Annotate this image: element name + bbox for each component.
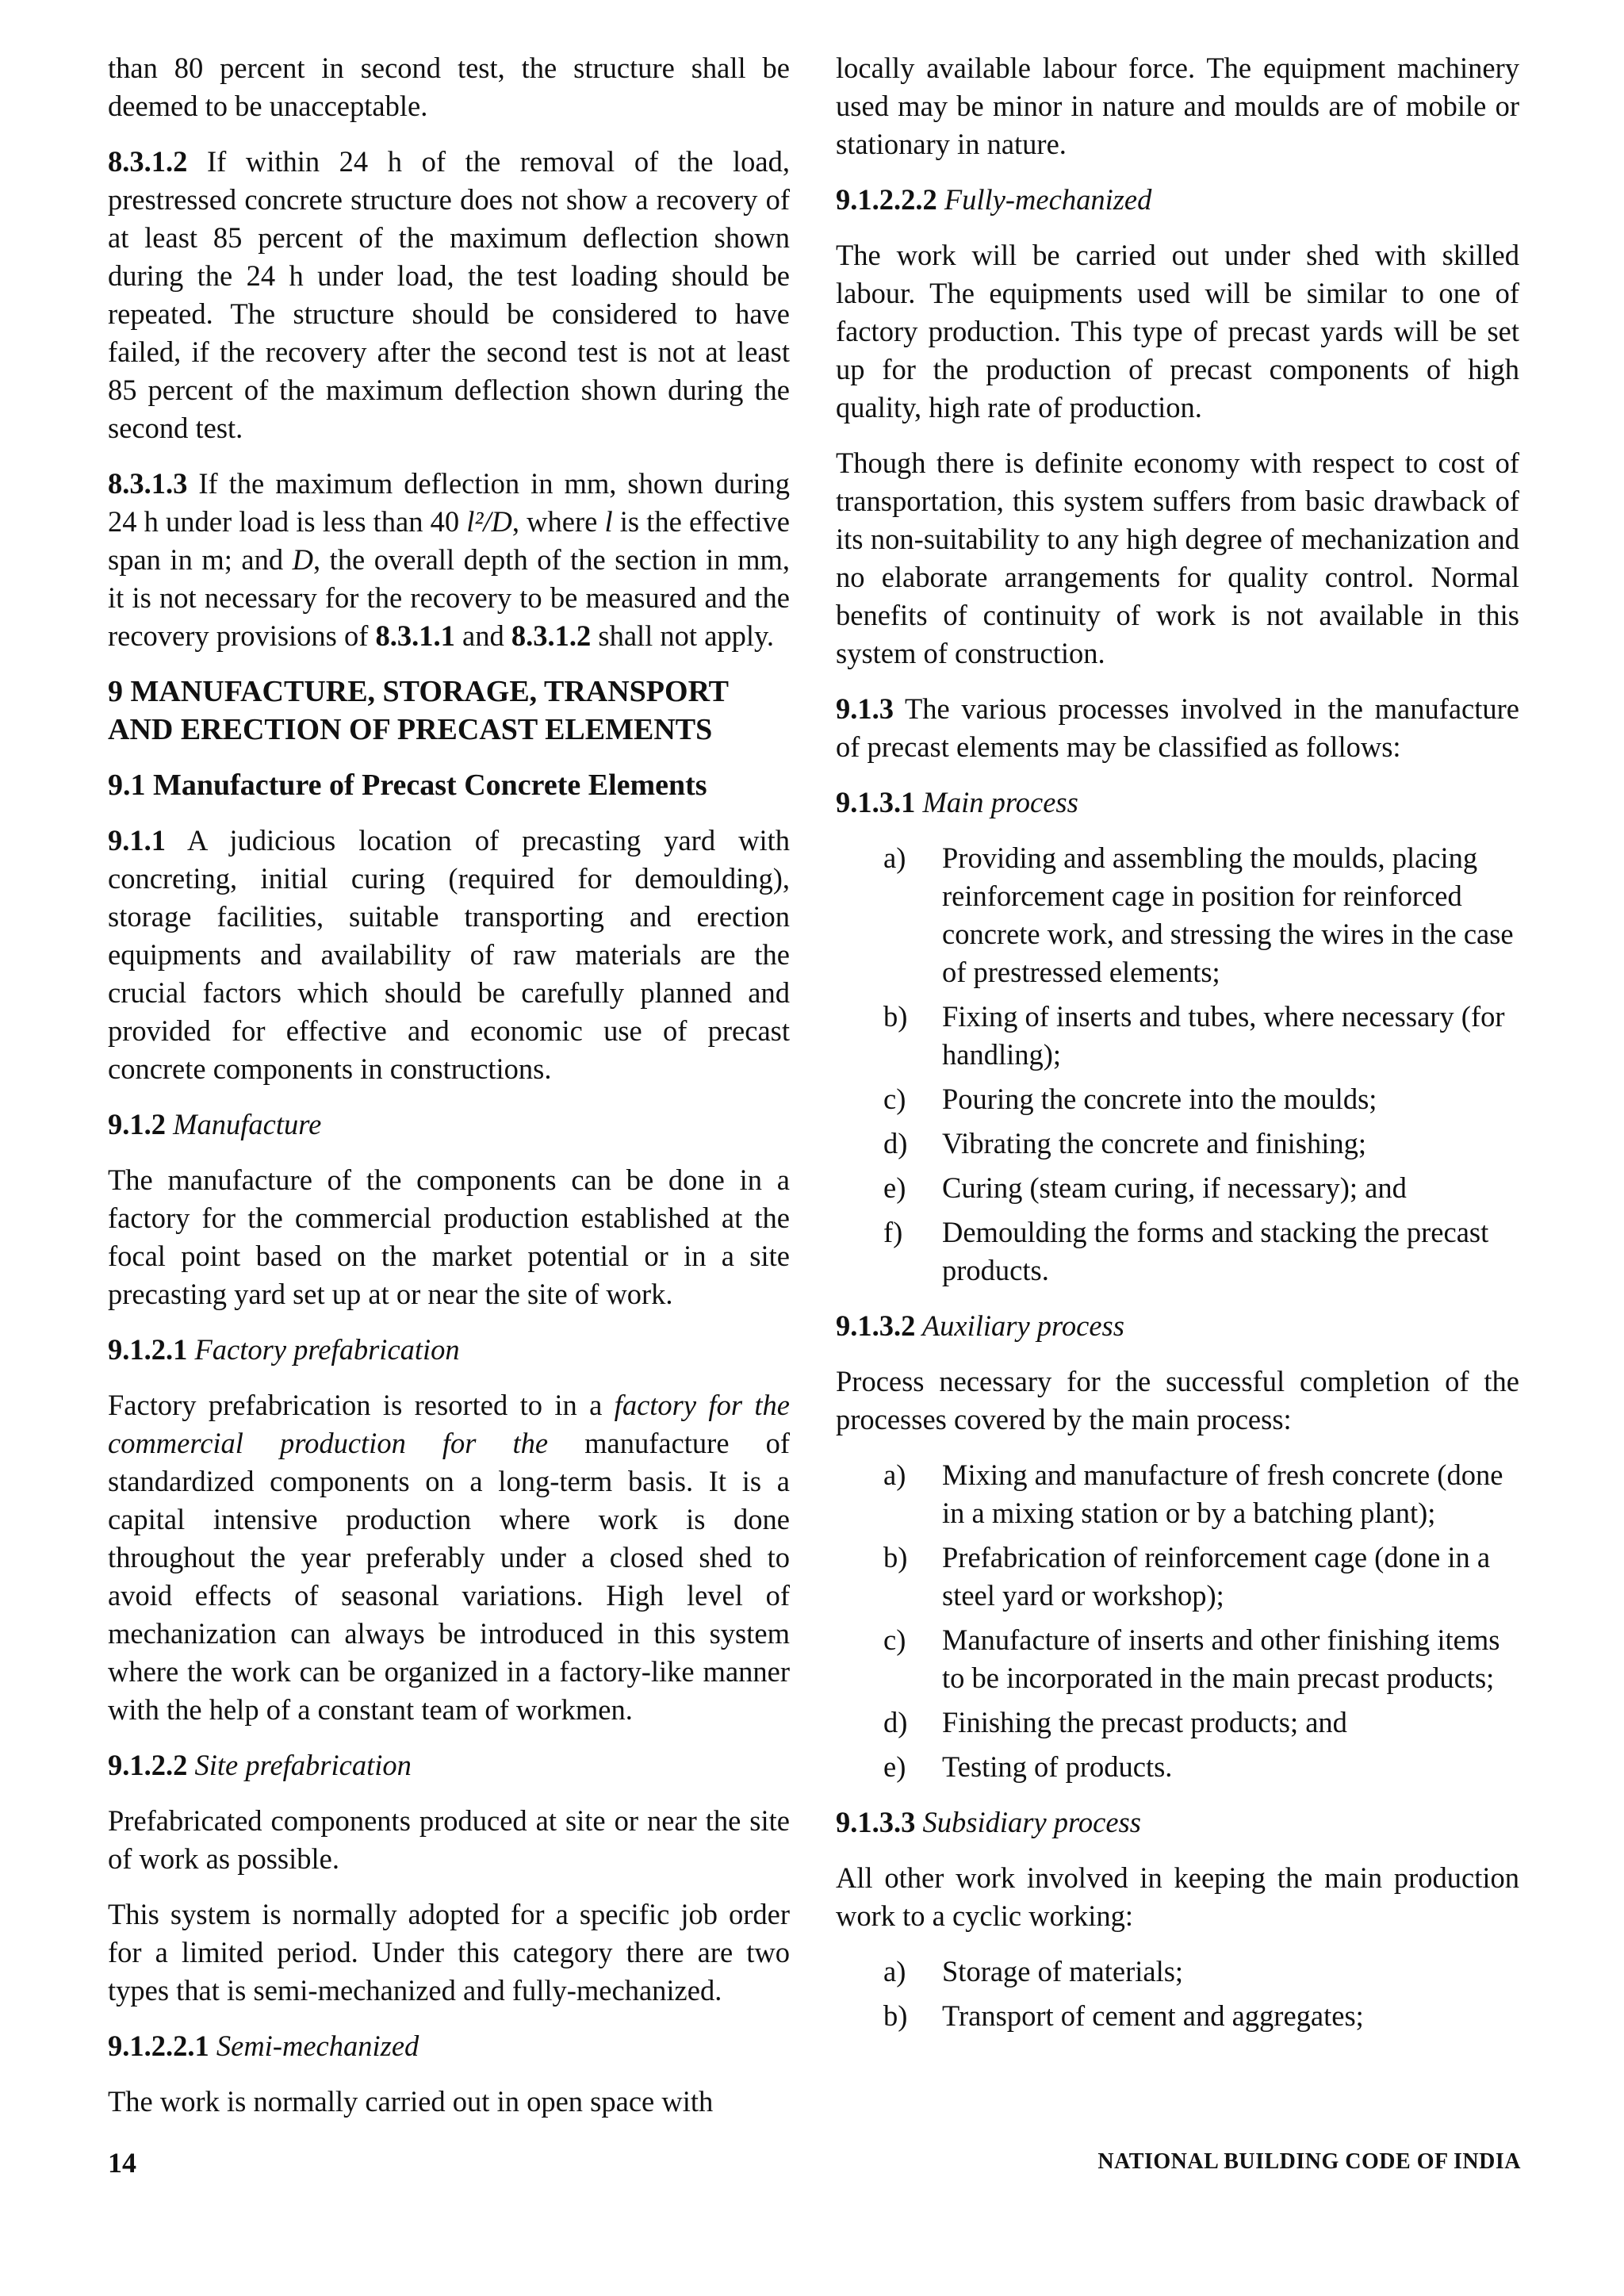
clause-number: 9.1.3	[836, 692, 894, 725]
paragraph-manufacture: The manufacture of the components can be done in a factory for the commercial production established at the focal point based on the market potential or in a site precasting yard set up at or near the site of work.	[108, 1163, 790, 1310]
list-item-text: Pouring the concrete into the moulds;	[942, 1083, 1377, 1115]
list-marker: a)	[883, 841, 906, 874]
clause-reference: 8.3.1.1	[375, 619, 455, 652]
clause-reference: 8.3.1.2	[511, 619, 592, 652]
emphasis-text: factory for the commercial production for the	[108, 1389, 790, 1459]
subheading-label: Manufacture	[166, 1108, 322, 1140]
subheading-label: Auxiliary process	[915, 1309, 1124, 1342]
list-item-text: Mixing and manufacture of fresh concrete (done in a mixing station or by a batching plant);	[942, 1458, 1503, 1529]
clause-number: 8.3.1.2	[108, 145, 188, 178]
list-item	[836, 1997, 1519, 2035]
list-item-text: Providing and assembling the moulds, placing reinforcement cage in position for reinforced concrete work, and stressing the wires in the case of prestressed elements;	[942, 841, 1514, 988]
list-item-text: Testing of products.	[942, 1750, 1173, 1783]
list-marker: a)	[883, 1458, 906, 1491]
list-marker: b)	[883, 1000, 908, 1033]
symbol-D: D	[292, 543, 313, 576]
list-marker: e)	[883, 1171, 906, 1204]
clause-number: 9.1.2.2	[108, 1749, 188, 1781]
list-marker: d)	[883, 1127, 908, 1159]
paragraph-auxiliary: Process necessary for the successful completion of the processes covered by the main process:	[836, 1365, 1519, 1435]
paragraph-continuation: locally available labour force. The equipment machinery used may be minor in nature and moulds are of mobile or stationary in nature.	[836, 52, 1519, 160]
formula: l²/D	[466, 505, 512, 538]
subheading-9-1-2	[108, 1106, 790, 1144]
clause-number: 9.1.3.3	[836, 1806, 916, 1838]
paragraph-text: manufacture of standardized components on a long-term basis. It is a capital intensive production where work is done throughout the year preferably under a closed shed to avoid effects of seasonal variations. High level of mechanization can always be introduced in this system where the work can be organized in a factory-like manner with the help of a constant team of workmen.	[108, 1427, 790, 1726]
clause-9-1-3	[836, 690, 1519, 766]
list-marker: d)	[883, 1706, 908, 1738]
list-item	[836, 839, 1519, 991]
list-item	[836, 1539, 1519, 1615]
clause-text: A judicious location of precasting yard with concreting, initial curing (required for demoulding), storage facilities, suitable transporting and erection equipments and availability of raw materials are the crucial factors which should be carefully planned and provided for effective and economic use of precast concrete components in constructions.	[108, 824, 790, 1085]
list-item	[836, 1953, 1519, 1991]
subheading-9-1-2-2-1	[108, 2027, 790, 2065]
paragraph-fully-mechanized: The work will be carried out under shed with skilled labour. The equipments used will be similar to one of factory production. This type of precast yards will be set up for the production of precast components of high quality, high rate of production.	[836, 239, 1519, 424]
clause-text: , where	[511, 505, 605, 538]
left-column	[108, 49, 790, 2138]
paragraph-subsidiary: All other work involved in keeping the main production work to a cyclic working:	[836, 1861, 1519, 1932]
right-column	[836, 49, 1519, 2053]
running-footer-title: NATIONAL BUILDING CODE OF INDIA	[1097, 2149, 1521, 2174]
list-item	[836, 1169, 1519, 1207]
clause-number: 8.3.1.3	[108, 467, 188, 500]
list-item-text: Storage of materials;	[942, 1955, 1184, 1987]
paragraph-economy: Though there is definite economy with respect to cost of transportation, this system suffers from basic drawback of its non-suitability to any high degree of mechanization and no elaborate arrangements for quality control. Normal benefits of continuity of work is not available in this system of construction.	[836, 447, 1519, 669]
clause-number: 9.1.3.1	[836, 786, 916, 818]
clause-text: and	[454, 619, 511, 652]
paragraph-text: Factory prefabrication is resorted to in a	[108, 1389, 615, 1421]
auxiliary-process-list	[836, 1456, 1519, 1786]
paragraph-continuation: than 80 percent in second test, the structure shall be deemed to be unacceptable.	[108, 52, 790, 122]
subheading-9-1-3-3	[836, 1803, 1519, 1842]
list-item-text: Vibrating the concrete and finishing;	[942, 1127, 1367, 1159]
subheading-9-1-3-2	[836, 1307, 1519, 1345]
paragraph-factory-prefabrication	[108, 1386, 790, 1729]
symbol-l: l	[604, 505, 613, 538]
section-heading-9-1: 9.1 Manufacture of Precast Concrete Elements	[108, 769, 707, 802]
clause-text: is the effective span in m; and	[108, 505, 790, 576]
list-item	[836, 1621, 1519, 1697]
subheading-label: Semi-mechanized	[209, 2030, 419, 2062]
list-marker: b)	[883, 1541, 908, 1573]
clause-number: 9.1.2	[108, 1108, 166, 1140]
clause-8-3-1-3	[108, 465, 790, 655]
list-item	[836, 1748, 1519, 1786]
list-marker: c)	[883, 1083, 906, 1115]
list-marker: f)	[883, 1216, 903, 1248]
clause-8-3-1-2	[108, 143, 790, 447]
subheading-9-1-2-2-2	[836, 181, 1519, 219]
subheading-label: Subsidiary process	[915, 1806, 1141, 1838]
list-marker: a)	[883, 1955, 906, 1987]
list-item	[836, 1213, 1519, 1290]
list-item-text: Finishing the precast products; and	[942, 1706, 1347, 1738]
list-item-text: Curing (steam curing, if necessary); and	[942, 1171, 1407, 1204]
clause-9-1-1	[108, 822, 790, 1088]
clause-text: shall not apply.	[591, 619, 775, 652]
list-item	[836, 1704, 1519, 1742]
list-item-text: Fixing of inserts and tubes, where necessary (for handling);	[942, 1000, 1505, 1071]
clause-text: , the overall depth of the section in mm, it is not necessary for the recovery to be measured and the recovery provisions of	[108, 543, 790, 652]
clause-text: If within 24 h of the removal of the load, prestressed concrete structure does not show a recovery of at least 85 percent of the maximum deflection shown during the 24 h under load, the test loading should be repeated. The structure should be considered to have failed, if the recovery after the second test is not at least 85 percent of the maximum deflection shown during the second test.	[108, 145, 790, 444]
subheading-9-1-2-2	[108, 1746, 790, 1784]
list-marker: b)	[883, 1999, 908, 2032]
subheading-9-1-3-1	[836, 784, 1519, 822]
list-item	[836, 1080, 1519, 1118]
clause-text: The various processes involved in the manufacture of precast elements may be classified as follows:	[836, 692, 1519, 763]
list-item	[836, 1456, 1519, 1532]
list-item	[836, 1125, 1519, 1163]
paragraph-site-prefabrication-types: This system is normally adopted for a specific job order for a limited period. Under this category there are two types that is semi-mechanized and fully-mechanized.	[108, 1898, 790, 2007]
clause-number: 9.1.2.2.1	[108, 2030, 209, 2062]
subheading-label: Site prefabrication	[187, 1749, 412, 1781]
section-heading-9: 9 MANUFACTURE, STORAGE, TRANSPORT AND ERECTION OF PRECAST ELEMENTS	[108, 675, 729, 746]
clause-number: 9.1.3.2	[836, 1309, 916, 1342]
main-process-list	[836, 839, 1519, 1290]
list-item-text: Prefabrication of reinforcement cage (done in a steel yard or workshop);	[942, 1541, 1491, 1612]
paragraph-semi-mechanized: The work is normally carried out in open space with	[108, 2085, 714, 2118]
list-item	[836, 998, 1519, 1074]
list-marker: c)	[883, 1623, 906, 1656]
list-item-text: Manufacture of inserts and other finishing items to be incorporated in the main precast products;	[942, 1623, 1500, 1694]
subheading-9-1-2-1	[108, 1331, 790, 1369]
clause-number: 9.1.1	[108, 824, 166, 857]
paragraph-site-prefabrication: Prefabricated components produced at site or near the site of work as possible.	[108, 1804, 790, 1875]
clause-text: If the maximum deflection in mm, shown during 24 h under load is less than 40	[108, 467, 790, 538]
list-item-text: Transport of cement and aggregates;	[942, 1999, 1364, 2032]
page-number: 14	[108, 2147, 136, 2179]
clause-number: 9.1.2.1	[108, 1333, 188, 1366]
clause-number: 9.1.2.2.2	[836, 183, 937, 216]
subheading-label: Factory prefabrication	[187, 1333, 460, 1366]
subheading-label: Main process	[915, 786, 1078, 818]
subsidiary-process-list	[836, 1953, 1519, 2035]
subheading-label: Fully-mechanized	[936, 183, 1152, 216]
list-marker: e)	[883, 1750, 906, 1783]
list-item-text: Demoulding the forms and stacking the precast products.	[942, 1216, 1489, 1286]
